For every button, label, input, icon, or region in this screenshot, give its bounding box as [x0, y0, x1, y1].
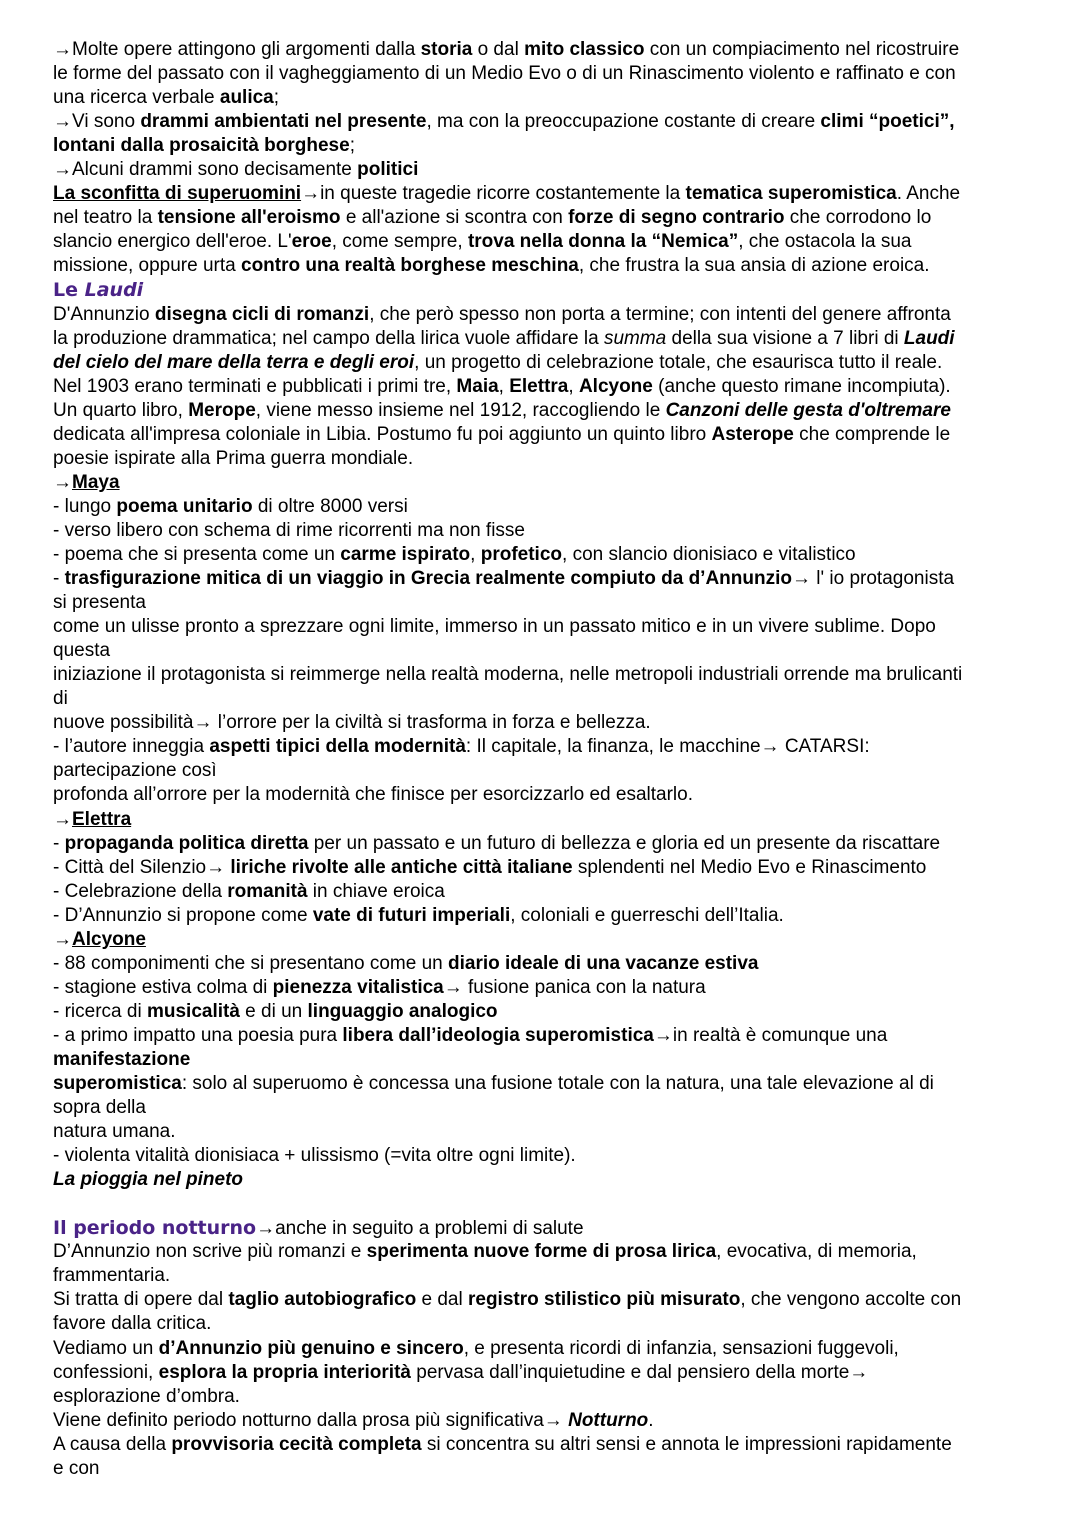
text-run: si concentra su altri sensi e annota le impressioni rapidamente [421, 1433, 952, 1455]
text-run: linguaggio analogico [307, 1000, 498, 1022]
text-line [53, 591, 1058, 615]
text-line [53, 543, 1058, 567]
text-run: →in realtà è comunque una [653, 1024, 888, 1046]
text-run: →Alcuni drammi sono decisamente [53, 159, 358, 181]
text-line [53, 471, 1058, 495]
text-run: - 88 componimenti che si presentano come un [53, 952, 448, 974]
text-line [53, 375, 1058, 399]
text-run: la produzione drammatica; nel campo della lirica vuole affidare la [53, 327, 604, 349]
text-run: o dal [472, 39, 525, 60]
text-run: d’Annunzio più genuino e sincero [158, 1337, 464, 1359]
text-run: profonda all’orrore per la modernità che finisce per esorcizzarlo ed esaltarlo. [53, 784, 693, 806]
text-line [53, 1000, 1058, 1024]
text-run: drammi ambientati nel presente [140, 111, 427, 133]
text-run: →in queste tragedie ricorre costantemente la [301, 183, 686, 205]
text-run: Merope [188, 399, 256, 421]
text-line [53, 952, 1058, 976]
text-run: disegna cicli di romanzi [154, 303, 370, 325]
text-run: → l' io protagonista [792, 568, 955, 590]
section-heading [53, 1217, 256, 1239]
text-line [53, 735, 1058, 759]
text-run: sopra della [53, 1097, 146, 1119]
text-run: nuove possibilità→ l’orrore per la civiltà si trasforma in forza e bellezza. [53, 712, 651, 734]
text-run: Asterope [711, 423, 794, 445]
text-run: La pioggia nel pineto [53, 1169, 243, 1191]
text-run: : Il capitale, la finanza, le macchine→ CATARSI: [465, 736, 870, 758]
text-run: della sua visione a 7 libri di [666, 327, 904, 349]
text-run: Alcyone [72, 928, 146, 950]
text-run: carme ispirato [340, 543, 471, 565]
text-run: di [53, 688, 68, 710]
text-run: e di un [239, 1000, 308, 1022]
text-line [53, 327, 1058, 351]
text-run: poema unitario [116, 495, 253, 517]
text-run: ; [349, 135, 355, 157]
text-run: e all'azione si scontra con [340, 207, 569, 229]
text-run: musicalità [146, 1000, 240, 1022]
text-run: Maia [456, 375, 499, 397]
text-run: frammentaria. [53, 1265, 171, 1287]
text-run: e con [53, 1457, 100, 1479]
text-run: per un passato e un futuro di bellezza e gloria ed un presente da riscattare [308, 832, 941, 854]
text-line [53, 928, 1058, 952]
text-run: D’Annunzio non scrive più romanzi e [53, 1241, 367, 1263]
text-line [53, 1337, 1058, 1361]
text-run: Si tratta di opere dal [53, 1289, 229, 1311]
text-line [53, 615, 1058, 639]
section-heading-line [53, 278, 1058, 302]
text-run: , un progetto di celebrazione totale, che esaurisca tutto il reale. [414, 351, 943, 373]
text-line [53, 351, 1058, 375]
text-line [53, 567, 1058, 591]
text-run: , che vengono accolte con [740, 1289, 962, 1311]
text-line [53, 254, 1058, 278]
text-run: , che frustra la sua ansia di azione eroica. [578, 255, 930, 277]
text-run: taglio autobiografico [228, 1289, 417, 1311]
text-run: . [648, 1409, 654, 1431]
text-line [53, 783, 1058, 807]
text-line [53, 1024, 1058, 1048]
text-run: poesie ispirate alla Prima guerra mondiale. [53, 447, 414, 469]
text-line [53, 206, 1058, 230]
text-run: una ricerca verbale [53, 87, 220, 109]
text-run: provvisoria cecità completa [171, 1433, 422, 1455]
text-line [53, 711, 1058, 735]
text-run: - [53, 568, 65, 590]
text-run: ; [273, 87, 280, 109]
text-run: libera dall’ideologia superomistica [342, 1024, 654, 1046]
heading-run: Il periodo notturno [53, 1217, 257, 1240]
text-run: splendenti nel Medio Evo e Rinascimento [572, 856, 927, 878]
text-run: - a primo impatto una poesia pura [53, 1024, 343, 1046]
text-line [53, 158, 1058, 182]
text-run: : solo al superuomo è concessa una fusione totale con la natura, una tale elevazione al di [181, 1073, 934, 1095]
text-line [53, 1240, 1058, 1264]
text-run: , ma con la preoccupazione costante di creare [426, 111, 821, 133]
text-line [53, 86, 1058, 110]
text-run: forze di segno contrario [568, 207, 785, 229]
text-run: - l’autore inneggia [53, 736, 210, 758]
text-run: - [53, 832, 65, 854]
text-run: politici [357, 159, 419, 181]
text-run: D'Annunzio [53, 303, 155, 325]
text-run: → [53, 808, 72, 830]
text-run: romanità [227, 880, 308, 902]
text-line [53, 1264, 1058, 1288]
text-line [53, 110, 1058, 134]
text-run: eroe [291, 231, 332, 253]
text-run: - stagione estiva colma di [53, 976, 273, 998]
text-run: contro una realtà borghese meschina [241, 255, 579, 277]
text-line [53, 687, 1058, 711]
text-run: lontani dalla prosaicità borghese [53, 135, 350, 157]
text-run: , [568, 375, 579, 397]
text-run: - Celebrazione della [53, 880, 228, 902]
text-line [53, 303, 1058, 327]
text-run: del cielo del mare della terra e degli eroi [53, 351, 415, 373]
text-run: (anche questo rimane incompiuta). [652, 375, 951, 397]
text-line [53, 1048, 1058, 1072]
text-run: con un compiacimento nel ricostruire [644, 39, 960, 60]
text-run: aspetti tipici della modernità [209, 736, 466, 758]
text-run: esplora la propria interiorità [158, 1361, 411, 1383]
text-run: Viene definito periodo notturno dalla prosa più significativa→ [53, 1409, 569, 1431]
text-run: Notturno [568, 1409, 649, 1431]
text-run: che comprende le [793, 423, 951, 445]
blank-line [53, 1192, 1058, 1216]
text-run: dedicata all'impresa coloniale in Libia. Postumo fu poi aggiunto un quinto libro [53, 423, 712, 445]
text-run: aulica [219, 87, 274, 109]
text-line [53, 447, 1058, 471]
text-run: confessioni, [53, 1361, 159, 1383]
text-run: , che però spesso non porta a termine; con intenti del genere affronta [369, 303, 951, 325]
text-run: , e presenta ricordi di infanzia, sensazioni fuggevoli, [463, 1337, 899, 1359]
text-run: tematica superomistica [685, 183, 897, 205]
text-run: , [470, 543, 481, 565]
text-run: , come sempre, [331, 231, 468, 253]
text-line [53, 808, 1058, 832]
text-run: diario ideale di una vacanze estiva [448, 952, 759, 974]
text-run: →Molte opere attingono gli argomenti dalla [53, 39, 421, 60]
text-run: slancio energico dell'eroe. L' [53, 231, 292, 253]
text-run: come un ulisse pronto a sprezzare ogni limite, immerso in un passato mitico e in un vivere sublime. Dopo [53, 616, 936, 638]
text-run: , evocativa, di memoria, [716, 1241, 917, 1263]
text-run: , viene messo insieme nel 1912, raccogliendo le [255, 399, 666, 421]
text-run: nel teatro la [53, 207, 158, 229]
text-run: A causa della [53, 1433, 172, 1455]
text-line [53, 519, 1058, 543]
text-run: - lungo [53, 495, 117, 517]
text-run: favore dalla critica. [53, 1313, 212, 1335]
text-run: natura umana. [53, 1121, 176, 1143]
text-run: → [53, 471, 72, 493]
text-line [53, 856, 1058, 880]
text-run: mito classico [524, 39, 645, 60]
text-run: pienezza vitalistica [272, 976, 444, 998]
text-line [53, 1312, 1058, 1336]
text-run: tensione all'eroismo [157, 207, 341, 229]
text-run: iniziazione il protagonista si reimmerge nella realtà moderna, nelle metropoli industriali orrende ma brulicanti [53, 664, 963, 686]
text-run: - D’Annunzio si propone come [53, 904, 313, 926]
text-run: . Anche [896, 183, 961, 205]
text-run: profetico [480, 543, 563, 565]
text-run: →anche in seguito a problemi di salute [256, 1218, 584, 1240]
text-run: trova nella donna la “Nemica” [467, 231, 739, 253]
text-line [53, 1457, 1058, 1481]
text-run: - poema che si presenta come un [53, 543, 341, 565]
text-run: climi “poetici”, [820, 111, 955, 133]
text-run: storia [420, 39, 473, 60]
text-run: trasfigurazione mitica di un viaggio in Grecia realmente compiuto da d’Annunzio [64, 568, 792, 590]
text-run: Vediamo un [53, 1337, 159, 1359]
text-line [53, 495, 1058, 519]
text-line [53, 1361, 1058, 1385]
text-run: → [53, 928, 72, 950]
text-run: in chiave eroica [307, 880, 445, 902]
text-line [53, 904, 1058, 928]
text-line [53, 663, 1058, 687]
text-line [53, 976, 1058, 1000]
text-run: - Città del Silenzio→ [53, 856, 231, 878]
text-line [53, 1096, 1058, 1120]
text-run: Canzoni delle gesta d'oltremare [665, 399, 951, 421]
text-run: Alcyone [578, 375, 653, 397]
text-line [53, 1144, 1058, 1168]
text-line [53, 1433, 1058, 1457]
text-run: , coloniali e guerreschi dell’Italia. [510, 904, 784, 926]
heading-run: Laudi [84, 279, 144, 302]
text-line [53, 759, 1058, 783]
text-run: →Vi sono [53, 111, 141, 133]
text-run: liriche rivolte alle antiche città italiane [230, 856, 573, 878]
text-line [53, 1072, 1058, 1096]
text-line [53, 62, 1058, 86]
document-page [53, 38, 1058, 1481]
text-line [53, 182, 1058, 206]
text-run: , [498, 375, 510, 397]
section-heading [53, 279, 143, 301]
text-run: , che ostacola la sua [738, 231, 912, 253]
text-run: propaganda politica diretta [64, 832, 309, 854]
text-line [53, 880, 1058, 904]
text-line [53, 832, 1058, 856]
text-run: Un quarto libro, [53, 399, 189, 421]
text-run: si presenta [53, 592, 146, 614]
text-line [53, 1288, 1058, 1312]
text-run: che corrodono lo [784, 207, 932, 229]
text-run: La sconfitta di superuomini [53, 183, 302, 205]
text-run: Maya [72, 471, 120, 493]
text-line [53, 38, 1058, 62]
heading-run: Le [53, 279, 85, 302]
text-run: - ricerca di [53, 1000, 147, 1022]
text-run: e dal [416, 1289, 468, 1311]
text-run: sperimenta nuove forme di prosa lirica [366, 1241, 717, 1263]
text-run: Nel 1903 erano terminati e pubblicati i primi tre, [53, 375, 457, 397]
text-run: → fusione panica con la natura [443, 976, 706, 998]
text-run: missione, oppure urta [53, 255, 241, 277]
text-run: - violenta vitalità dionisiaca + ulissismo (=vita oltre ogni limite). [53, 1145, 576, 1167]
text-run: manifestazione [53, 1048, 191, 1070]
text-run: vate di futuri imperiali [312, 904, 511, 926]
text-run: Laudi [903, 327, 955, 349]
text-line [53, 1120, 1058, 1144]
section-heading-line [53, 1216, 1058, 1240]
text-line [53, 230, 1058, 254]
text-run: , con slancio dionisiaco e vitalistico [562, 543, 856, 565]
text-line [53, 1409, 1058, 1433]
text-run: registro stilistico più misurato [467, 1289, 741, 1311]
text-run: di oltre 8000 versi [252, 495, 408, 517]
text-line [53, 423, 1058, 447]
text-line [53, 1385, 1058, 1409]
text-line [53, 399, 1058, 423]
text-run: partecipazione così [53, 760, 217, 782]
text-run: questa [53, 640, 111, 662]
text-line [53, 639, 1058, 663]
text-line [53, 134, 1058, 158]
text-run: Elettra [509, 375, 569, 397]
text-run: pervasa dall’inquietudine e dal pensiero della morte→ [410, 1361, 869, 1383]
text-run: - verso libero con schema di rime ricorrenti ma non fisse [53, 519, 526, 541]
text-run: summa [603, 327, 667, 349]
text-run: le forme del passato con il vagheggiamento di un Medio Evo o di un Rinascimento violento e raffinato e con [53, 63, 956, 85]
text-run: esplorazione d’ombra. [53, 1385, 240, 1407]
text-run: superomistica [53, 1073, 182, 1095]
text-line [53, 1168, 1058, 1192]
text-run: Elettra [72, 808, 132, 830]
